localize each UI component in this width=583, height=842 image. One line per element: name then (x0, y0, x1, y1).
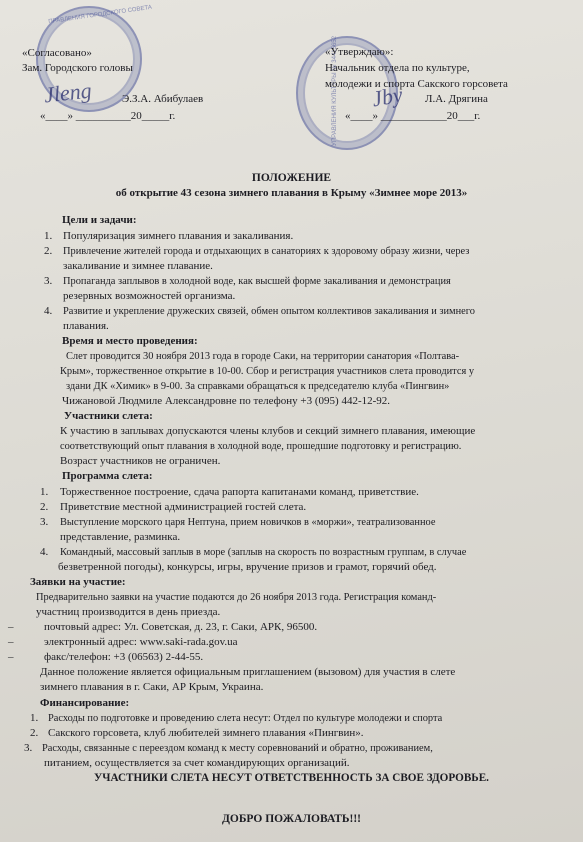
list-item: Расходы, связанные с переездом команд к месту соревнований и обратно, проживанием, (42, 743, 433, 754)
left-approval-name: Э.З.А. Абибулаев (122, 93, 204, 105)
left-approval-title: «Согласовано» (22, 47, 92, 59)
list-item: Популяризация зимнего плавания и закаливания. (63, 230, 294, 242)
list-item-number: 3. (40, 516, 49, 528)
list-item: Командный, массовый заплыв в море (заплыв на скорость по возрастным группам, в случае (60, 547, 467, 558)
participants-heading: Участники слета: (64, 410, 153, 422)
paragraph-line: Крым», торжественное открытие в 10-00. Сбор и регистрация участников слета проводится у (60, 366, 475, 377)
list-item: закаливание и зимнее плавание. (63, 260, 213, 272)
list-item-number: 2. (40, 501, 49, 513)
signature-left: Jleng (42, 77, 93, 108)
list-item-number: 4. (44, 305, 53, 317)
list-item-number: 1. (40, 486, 49, 498)
list-item: Сакского горсовета, клуб любителей зимнего плавания «Пингвин». (48, 727, 364, 739)
dash-bullet: – (8, 651, 14, 663)
right-approval-date: «____» ____________20___г. (345, 110, 481, 122)
welcome-text: ДОБРО ПОЖАЛОВАТЬ!!! (221, 813, 362, 825)
list-item: питанием, осуществляется за счет командирующих организаций. (44, 757, 350, 769)
list-item-number: 3. (24, 742, 33, 754)
paragraph-line: зимнего плавания в г. Саки, АР Крым, Украина. (40, 681, 264, 693)
email-address: электронный адрес: www.saki-rada.gov.ua (44, 636, 238, 648)
goals-heading: Цели и задачи: (62, 214, 137, 226)
list-item: Торжественное построение, сдача рапорта капитанами команд, приветствие. (60, 486, 419, 498)
list-item: Расходы по подготовке и проведению слета несут: Отдел по культуре молодежи и спорта (48, 713, 443, 724)
fax-phone: факс/телефон: +3 (06563) 2-44-55. (44, 651, 204, 663)
list-item: резервных возможностей организма. (63, 290, 236, 302)
list-item: Пропаганда заплывов в холодной воде, как высшей форме закаливания и демонстрация (63, 276, 451, 287)
right-approval-name: Л.А. Дрягина (425, 93, 488, 105)
stamp-left-text: ПРАВЛЕНИЯ ГОРОДСКОГО СОВЕТА (48, 4, 153, 26)
applications-heading: Заявки на участие: (30, 576, 126, 588)
paragraph-line: Данное положение является официальным приглашением (вызовом) для участия в слете (40, 666, 456, 678)
financing-heading: Финансирование: (40, 697, 130, 709)
list-item: Приветствие местной администрацией гостей слета. (60, 501, 307, 513)
list-item-number: 2. (44, 245, 53, 257)
left-approval-position: Зам. Городского головы (22, 62, 133, 74)
list-item: Развитие и укрепление дружеских связей, обмен опытом коллективов закаливания и зимнего (63, 306, 475, 317)
left-approval-date: «____» __________20_____г. (40, 110, 176, 122)
list-item-number: 4. (40, 546, 49, 558)
list-item-number: 3. (44, 275, 53, 287)
stamp-right-text: УПРАВЛЕНИЯ КУЛЬТУРЫ № 34415652 (331, 36, 338, 146)
paragraph-line: соответствующий опыт плавания в холодной воде, прошедшие подготовку и регистрацию. (60, 441, 462, 452)
paragraph-line: Предварительно заявки на участие подаются до 26 ноября 2013 года. Регистрация команд- (36, 592, 437, 603)
paragraph-line: участниц производится в день приезда. (36, 606, 221, 618)
list-item-number: 2. (30, 727, 39, 739)
list-item: Привлечение жителей города и отдыхающих в санаториях к здоровому образу жизни, через (63, 246, 470, 257)
paragraph-line: Чижановой Людмиле Александровне по телефону +3 (095) 442-12-92. (62, 395, 391, 407)
paragraph-line: К участию в заплывах допускаются члены клубов и секций зимнего плавания, имеющие (60, 425, 476, 437)
right-approval-position-2: молодежи и спорта Сакского горсовета (325, 78, 508, 90)
list-item: представление, разминка. (60, 531, 181, 543)
list-item-number: 1. (30, 712, 39, 724)
responsibility-notice: УЧАСТНИКИ СЛЕТА НЕСУТ ОТВЕТСТВЕННОСТЬ ЗА СВОЕ ЗДОРОВЬЕ. (94, 772, 489, 784)
paragraph-line: здани ДК «Химик» в 9-00. За справками обращаться к председателю клуба «Пингвин» (66, 381, 450, 392)
right-approval-title: «Утверждаю»: (325, 46, 394, 58)
paragraph-line: Слет проводится 30 ноября 2013 года в городе Саки, на территории санатория «Полтава- (66, 351, 460, 362)
document-title: ПОЛОЖЕНИЕ (251, 172, 332, 184)
list-item: плавания. (63, 320, 109, 332)
program-heading: Программа слета: (62, 470, 153, 482)
paragraph-line: Возраст участников не ограничен. (60, 455, 221, 467)
postal-address: почтовый адрес: Ул. Советская, д. 23, г. Саки, АРК, 96500. (44, 621, 318, 633)
dash-bullet: – (8, 621, 14, 633)
document-subtitle: об открытие 43 сезона зимнего плавания в Крыму «Зимнее море 2013» (115, 187, 468, 199)
signature-right: Jby (369, 81, 405, 112)
list-item-number: 1. (44, 230, 53, 242)
right-approval-position-1: Начальник отдела по культуре, (325, 62, 470, 74)
time-place-heading: Время и место проведения: (62, 335, 198, 347)
dash-bullet: – (8, 636, 14, 648)
list-item: безветренной погоды), конкурсы, игры, вручение призов и грамот, горячий обед. (58, 561, 437, 573)
list-item: Выступление морского царя Нептуна, прием новичков в «моржи», театрализованное (60, 517, 436, 528)
